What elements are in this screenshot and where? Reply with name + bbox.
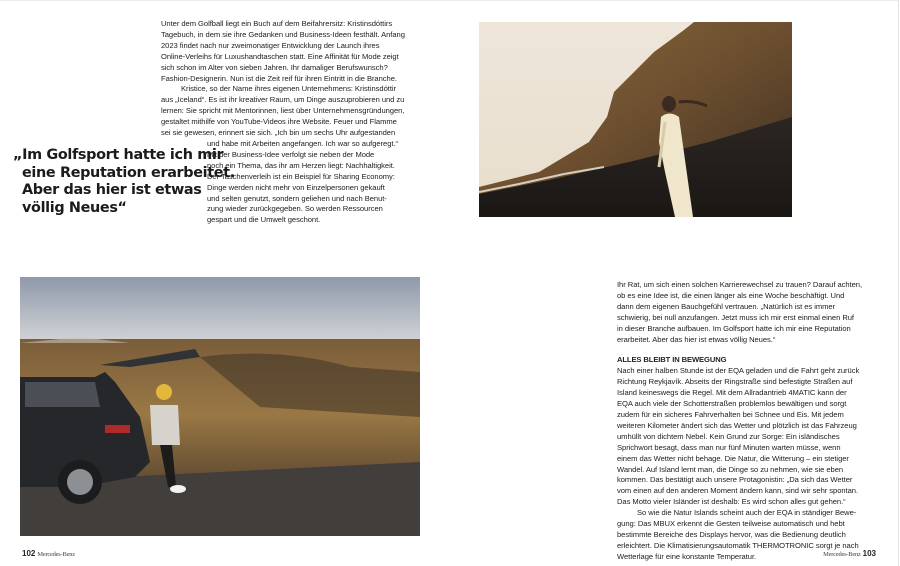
- text-line: kommen. Das bestätigt auch unsere Protagonistin: „Da sich das Wetter: [617, 475, 853, 485]
- text-line: vom einen auf den anderen Moment ändern kann, sind wir sehr spontan.: [617, 486, 859, 496]
- brand-name: Mercedes-Benz: [823, 551, 861, 558]
- text-line: Der Taschenverleih ist ein Beispiel für Sharing Economy:: [207, 171, 395, 181]
- folio-right: [823, 549, 876, 558]
- text-line: gestaltet mithilfe von YouTube-Videos ihre Website. Feuer und Flamme: [161, 117, 397, 127]
- text-line: weiteren Kilometer ändert sich das Wetter und plötzlich ist das Fahrzeug: [617, 420, 857, 430]
- text-line: in dieser Branche aufbauen. Im Golfsport hatte ich mir eine Reputation: [617, 323, 851, 333]
- text-line: ob es eine Idee ist, die einen länger als eine Woche beschäftigt. Und: [617, 290, 845, 300]
- page-number: 103: [862, 549, 876, 558]
- cliff-illustration: [479, 22, 792, 217]
- text-line: sich schon im Alter von sieben Jahren. Ihr damaliger Berufswunsch?: [161, 62, 388, 72]
- text-line: noch ein Thema, das ihr am Herzen liegt: Nachhaltigkeit.: [207, 160, 395, 170]
- text-line: und habe mit Arbeiten angefangen. Ich war so aufgeregt.“: [207, 138, 398, 148]
- text-line: lernen: Sie spricht mit Mentorinnen, liest über Unternehmensgründungen,: [161, 106, 405, 116]
- text-line: zung wieder zurückgegeben. So werden Ressourcen: [207, 204, 383, 214]
- text-line: Tagebuch, in dem sie ihre Gedanken und Business-Ideen festhält. Anfang: [161, 29, 405, 39]
- section-subhead: ALLES BLEIBT IN BEWEGUNG: [617, 355, 727, 365]
- pull-quote-line: „Im Golfsport hatte ich mir: [13, 147, 224, 163]
- text-line: dann dem eigenen Bauchgefühl vertrauen. „Natürlich ist es immer: [617, 301, 836, 311]
- brand-name: Mercedes-Benz: [37, 551, 75, 558]
- text-line: Richtung Reykjavík. Abseits der Ringstraße sind befestigte Straßen auf: [617, 377, 853, 387]
- text-line: bestimmte Bereiche des Displays hervor, was die Bedienung deutlich: [617, 529, 846, 539]
- text-line: Unter dem Golfball liegt ein Buch auf dem Beifahrersitz: Kristinsdóttirs: [161, 19, 393, 28]
- pull-quote-line: Aber das hier ist etwas: [22, 182, 202, 199]
- text-line: So wie die Natur Islands scheint auch der EQA in ständiger Bewe-: [637, 508, 857, 518]
- text-line: Wetterlage für eine konstante Temperatur.: [617, 551, 757, 561]
- text-line: Das Motto vieler Isländer ist deshalb: Es wird schon alles gut gehen.“: [617, 497, 846, 507]
- text-line: schwierig, bei null anzufangen. Jetzt muss ich mir erst einmal einen Ruf: [617, 312, 854, 322]
- text-line: erleichtert. Die Klimatisierungsautomatik THERMOTRONIC sorgt je nach: [617, 540, 859, 550]
- text-line: gung: Das MBUX erkennt die Gesten teilweise automatisch und hebt: [617, 519, 845, 529]
- car-scene-illustration: [20, 277, 420, 536]
- text-line: gespart und die Umwelt geschont.: [207, 215, 321, 225]
- text-line: Nach einer halben Stunde ist der EQA geladen und die Fahrt geht zurück: [617, 366, 860, 376]
- article-column-right: [617, 280, 879, 563]
- text-line: Wandel. Auf Island lernt man, die Dinge so zu nehmen, wie sie eben: [617, 464, 844, 474]
- text-line: Mit der Business-Idee verfolgt sie neben der Mode: [207, 149, 375, 159]
- text-line: Online-Verleihs für Luxushandtaschen statt. Eine Affinität für Mode zeigt: [161, 51, 399, 61]
- text-line: erarbeitet. Aber das hier ist etwas völlig Neues.“: [617, 334, 776, 344]
- text-line: 2023 findet nach nur zweimonatiger Entwicklung der Launch ihres: [161, 40, 380, 50]
- text-line: EQA auch viele der Schotterstraßen problemlos bewältigen und sorgt: [617, 399, 847, 409]
- photo-woman-in-car-trunk: [20, 277, 420, 536]
- pull-quote: [13, 147, 235, 217]
- text-line: Kristice, so der Name ihres eigenen Unternehmens: Kristinsdóttir: [181, 84, 397, 94]
- pull-quote-line: eine Reputation erarbeitet.: [22, 164, 235, 181]
- photo-woman-at-cliff: [479, 22, 792, 217]
- page-number: 102: [22, 549, 36, 558]
- text-line: zudem für ein sicheres Fahrverhalten bei Schnee und Eis. Mit jedem: [617, 409, 844, 419]
- folio-left: [22, 549, 75, 558]
- text-line: Island keineswegs die Regel. Mit dem Allradantrieb 4MATIC kann der: [617, 388, 847, 398]
- text-line: Dinge werden nicht mehr von Einzelpersonen gekauft: [207, 182, 385, 192]
- text-line: Fashion-Designerin. Nun ist die Zeit reif für ihren Eintritt in die Branche.: [161, 73, 397, 83]
- text-line: aus „Iceland“. Es ist ihr kreativer Raum, um Dinge auszuprobieren und zu: [161, 95, 405, 105]
- text-line: Ihr Rat, um sich einen solchen Karrierewechsel zu trauen? Darauf achten,: [617, 280, 863, 289]
- text-line: umhüllt von dichtem Nebel. Kein Grund zur Sorge: Ein isländisches: [617, 431, 840, 441]
- text-line: sei sie gewesen, erinnert sie sich. „Ich bin um sechs Uhr aufgestanden: [161, 128, 396, 138]
- text-line: Sprichwort besagt, dass man nur fünf Minuten warten müsse, wenn: [617, 442, 841, 452]
- pull-quote-line: völlig Neues“: [22, 199, 127, 216]
- text-line: einem das Wetter nicht behage. Die Natur, die Witterung – ein stetiger: [617, 453, 849, 463]
- text-line: und selten genutzt, sondern geliehen und nach Benut-: [207, 193, 387, 203]
